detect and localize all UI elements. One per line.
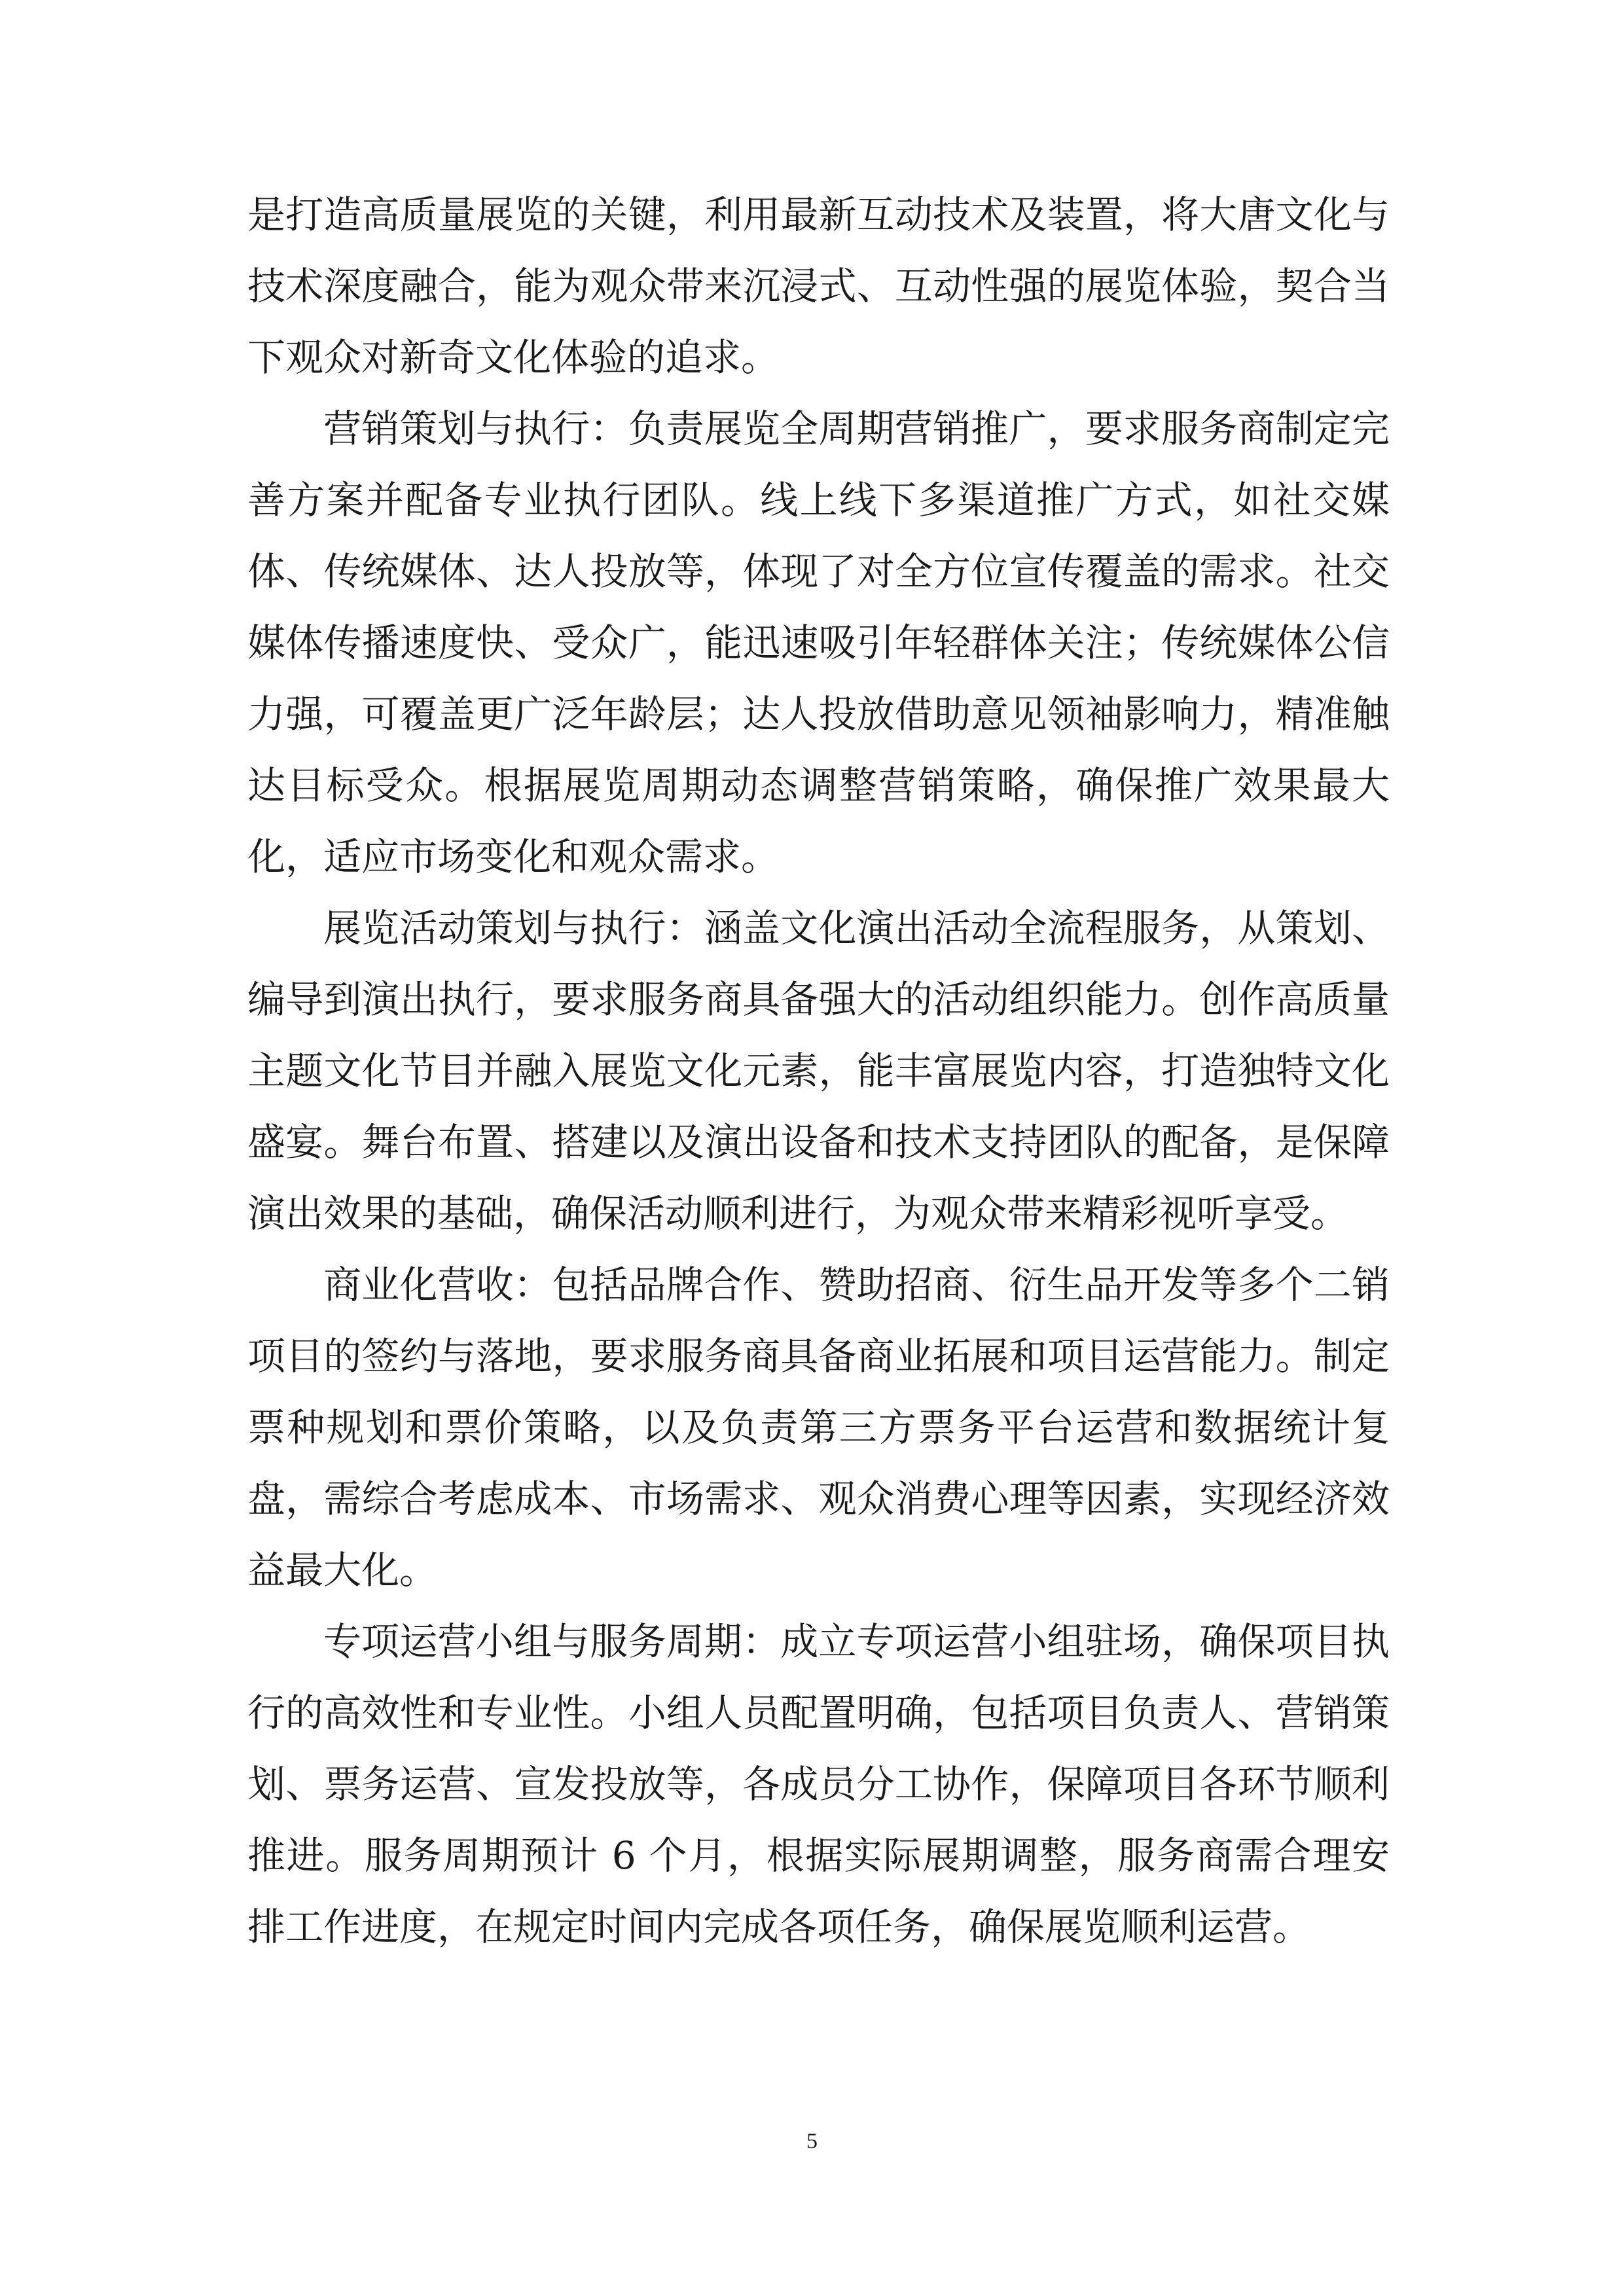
paragraph-marketing: 营销策划与执行：负责展览全周期营销推广，要求服务商制定完善方案并配备专业执行团队。线上线下多渠道推广方式，如社交媒体、传统媒体、达人投放等，体现了对全方位宣传覆盖的需求。社交媒体传播速度快、受众广，能迅速吸引年轻群体关注；传统媒体公信力强，可覆盖更广泛年龄层；达人投放借助意见领袖影响力，精准触达目标受众。根据展览周期动态调整营销策略，确保推广效果最大化，适应市场变化和观众需求。	[247, 406, 1390, 879]
paragraph-operations-team: 专项运营小组与服务周期：成立专项运营小组驻场，确保项目执行的高效性和专业性。小组人员配置明确，包括项目负责人、营销策划、票务运营、宣发投放等，各成员分工协作，保障项目各环节顺利推进。服务周期预计 6 个月，根据实际展期调整，服务商需合理安排工作进度，在规定时间内完成各项任务，确保展览顺利运营。	[247, 1619, 1390, 1949]
body-text	[247, 179, 1390, 1963]
page-number: 5	[806, 2129, 818, 2153]
paragraph-continuation: 是打造高质量展览的关键，利用最新互动技术及装置，将大唐文化与技术深度融合，能为观众带来沉浸式、互动性强的展览体验，契合当下观众对新奇文化体验的追求。	[247, 192, 1390, 380]
paragraph-events: 展览活动策划与执行：涵盖文化演出活动全流程服务，从策划、编导到演出执行，要求服务商具备强大的活动组织能力。创作高质量主题文化节目并融入展览文化元素，能丰富展览内容，打造独特文化盛宴。舞台布置、搭建以及演出设备和技术支持团队的配备，是保障演出效果的基础，确保活动顺利进行，为观众带来精彩视听享受。	[247, 906, 1390, 1236]
paragraph-commercial-revenue: 商业化营收：包括品牌合作、赞助招商、衍生品开发等多个二销项目的签约与落地，要求服务商具备商业拓展和项目运营能力。制定票种规划和票价策略，以及负责第三方票务平台运营和数据统计复盘，需综合考虑成本、市场需求、观众消费心理等因素，实现经济效益最大化。	[247, 1263, 1390, 1592]
